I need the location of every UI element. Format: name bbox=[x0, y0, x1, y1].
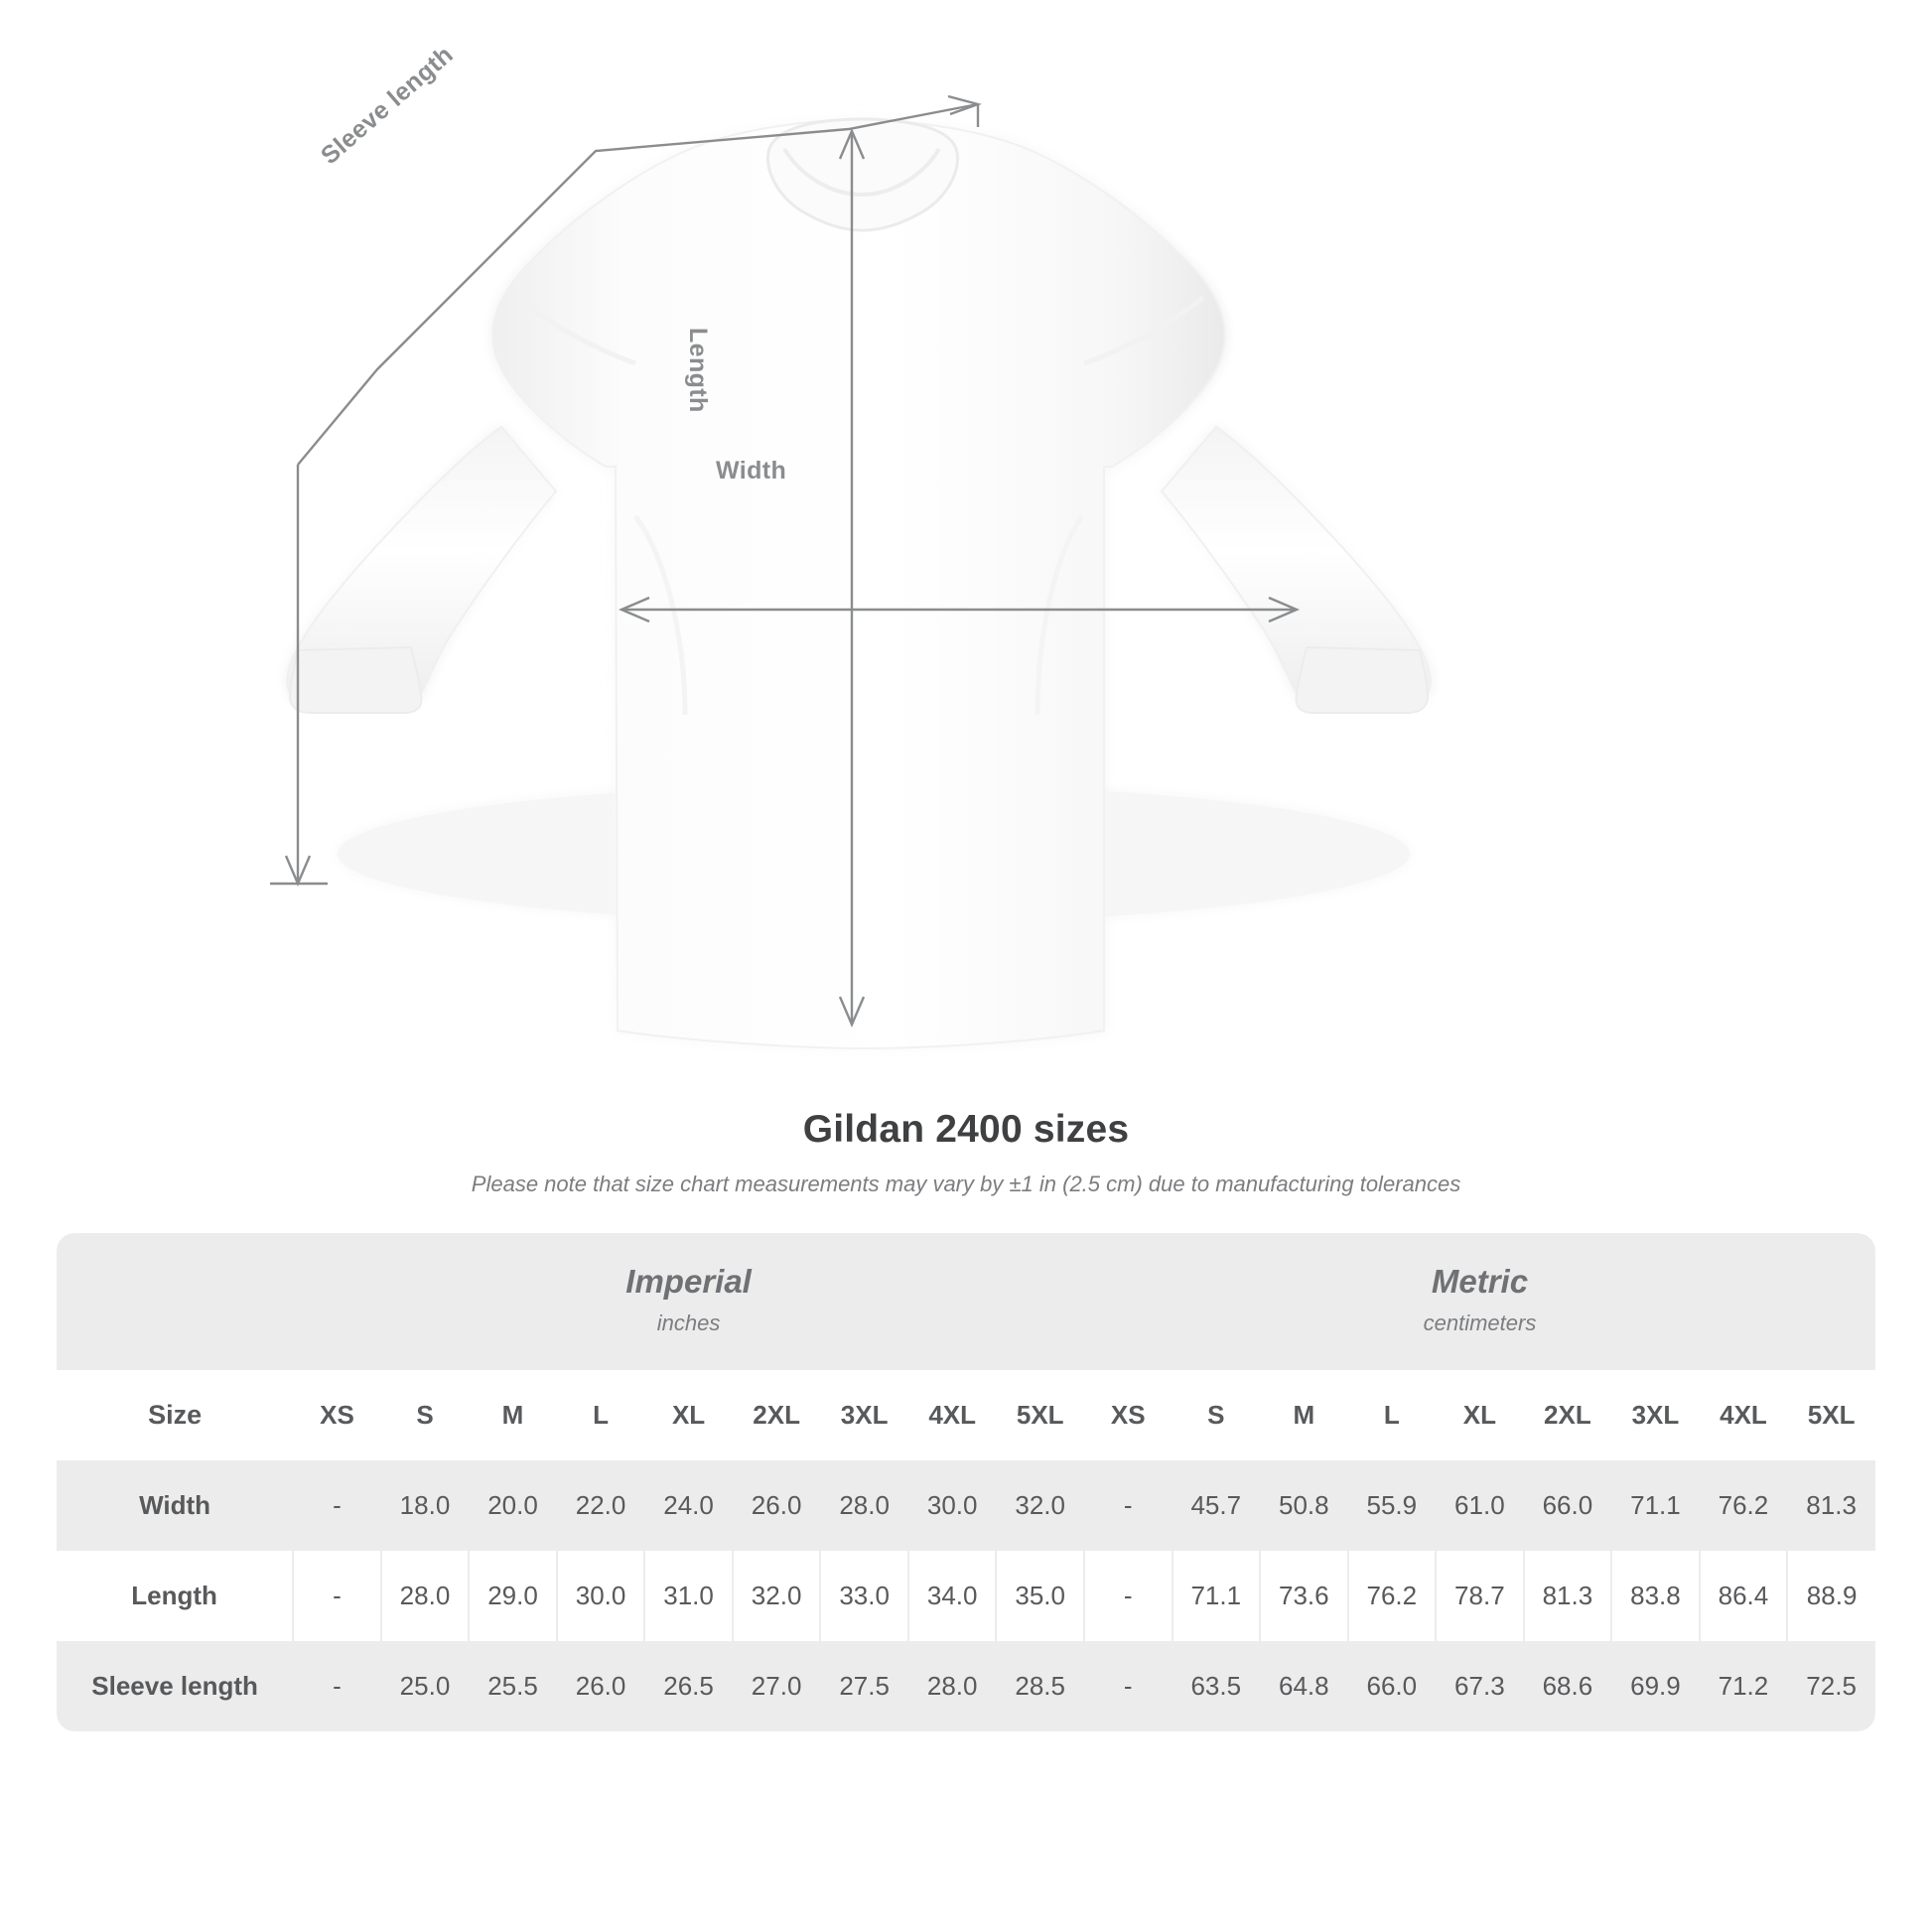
tolerance-note: Please note that size chart measurements may vary by ±1 in (2.5 cm) due to manufacturing tolerances bbox=[471, 1172, 1461, 1196]
header-size-imp-5xl: 5XL bbox=[996, 1370, 1084, 1460]
cell-width-met-xs: - bbox=[1084, 1460, 1173, 1551]
header-size-met-l: L bbox=[1348, 1370, 1437, 1460]
table-row bbox=[57, 1641, 1875, 1731]
header-size-imp-xs: XS bbox=[293, 1370, 381, 1460]
cell-length-met-2xl: 81.3 bbox=[1524, 1551, 1612, 1641]
cell-sleeve-imp-3xl: 27.5 bbox=[820, 1641, 908, 1731]
cell-length-met-3xl: 83.8 bbox=[1611, 1551, 1700, 1641]
cell-sleeve-imp-2xl: 27.0 bbox=[733, 1641, 821, 1731]
cell-sleeve-met-5xl: 72.5 bbox=[1787, 1641, 1875, 1731]
unit-sub-metric: centimeters bbox=[1423, 1311, 1537, 1335]
cell-width-met-5xl: 81.3 bbox=[1787, 1460, 1875, 1551]
cell-width-imp-5xl: 32.0 bbox=[996, 1460, 1084, 1551]
title-block bbox=[0, 1108, 1932, 1197]
header-size-label: Size bbox=[57, 1370, 293, 1460]
cell-sleeve-met-m: 64.8 bbox=[1260, 1641, 1348, 1731]
cell-sleeve-imp-l: 26.0 bbox=[557, 1641, 645, 1731]
cell-length-imp-xs: - bbox=[293, 1551, 381, 1641]
row-label-sleeve-length: Sleeve length bbox=[57, 1641, 293, 1731]
cell-sleeve-imp-xs: - bbox=[293, 1641, 381, 1731]
header-size-met-s: S bbox=[1173, 1370, 1261, 1460]
cell-length-imp-xl: 31.0 bbox=[644, 1551, 733, 1641]
cell-width-met-2xl: 66.0 bbox=[1524, 1460, 1612, 1551]
cell-sleeve-imp-xl: 26.5 bbox=[644, 1641, 733, 1731]
header-size-imp-2xl: 2XL bbox=[733, 1370, 821, 1460]
size-header-row bbox=[57, 1370, 1875, 1460]
cell-sleeve-met-l: 66.0 bbox=[1348, 1641, 1437, 1731]
cell-width-imp-m: 20.0 bbox=[469, 1460, 557, 1551]
cell-width-met-4xl: 76.2 bbox=[1700, 1460, 1788, 1551]
page-title: Gildan 2400 sizes bbox=[802, 1108, 1130, 1151]
cell-length-imp-2xl: 32.0 bbox=[733, 1551, 821, 1641]
cell-sleeve-imp-s: 25.0 bbox=[381, 1641, 470, 1731]
cell-length-met-xs: - bbox=[1084, 1551, 1173, 1641]
cell-sleeve-met-4xl: 71.2 bbox=[1700, 1641, 1788, 1731]
header-size-imp-3xl: 3XL bbox=[820, 1370, 908, 1460]
cell-length-imp-3xl: 33.0 bbox=[820, 1551, 908, 1641]
table-row bbox=[57, 1551, 1875, 1641]
unit-header-corner bbox=[57, 1233, 293, 1370]
cell-width-met-l: 55.9 bbox=[1348, 1460, 1437, 1551]
cell-width-imp-l: 22.0 bbox=[557, 1460, 645, 1551]
cell-width-met-s: 45.7 bbox=[1173, 1460, 1261, 1551]
cell-width-imp-xl: 24.0 bbox=[644, 1460, 733, 1551]
header-size-imp-4xl: 4XL bbox=[908, 1370, 997, 1460]
header-size-met-2xl: 2XL bbox=[1524, 1370, 1612, 1460]
cell-length-met-5xl: 88.9 bbox=[1787, 1551, 1875, 1641]
cell-sleeve-met-xs: - bbox=[1084, 1641, 1173, 1731]
cell-width-imp-s: 18.0 bbox=[381, 1460, 470, 1551]
width-dimension-label: Width bbox=[716, 457, 787, 484]
cell-sleeve-imp-4xl: 28.0 bbox=[908, 1641, 997, 1731]
header-size-met-m: M bbox=[1260, 1370, 1348, 1460]
unit-header-imperial bbox=[293, 1233, 1084, 1370]
header-size-imp-l: L bbox=[557, 1370, 645, 1460]
row-label-length: Length bbox=[57, 1551, 293, 1641]
cell-width-imp-3xl: 28.0 bbox=[820, 1460, 908, 1551]
cell-length-imp-l: 30.0 bbox=[557, 1551, 645, 1641]
cell-sleeve-met-2xl: 68.6 bbox=[1524, 1641, 1612, 1731]
cell-width-imp-2xl: 26.0 bbox=[733, 1460, 821, 1551]
cell-length-imp-5xl: 35.0 bbox=[996, 1551, 1084, 1641]
table-row bbox=[57, 1460, 1875, 1551]
cell-length-met-s: 71.1 bbox=[1173, 1551, 1261, 1641]
cell-length-imp-4xl: 34.0 bbox=[908, 1551, 997, 1641]
header-size-imp-xl: XL bbox=[644, 1370, 733, 1460]
header-size-imp-m: M bbox=[469, 1370, 557, 1460]
cell-width-met-xl: 61.0 bbox=[1436, 1460, 1524, 1551]
sleeve-length-dimension-label: Sleeve length bbox=[316, 40, 459, 171]
unit-header-row bbox=[57, 1233, 1875, 1370]
cell-length-met-4xl: 86.4 bbox=[1700, 1551, 1788, 1641]
size-chart-table-wrapper bbox=[57, 1233, 1875, 1731]
cell-sleeve-imp-m: 25.5 bbox=[469, 1641, 557, 1731]
unit-sub-imperial: inches bbox=[656, 1311, 721, 1335]
header-size-met-xs: XS bbox=[1084, 1370, 1173, 1460]
header-size-met-3xl: 3XL bbox=[1611, 1370, 1700, 1460]
unit-header-metric bbox=[1084, 1233, 1875, 1370]
cell-sleeve-imp-5xl: 28.5 bbox=[996, 1641, 1084, 1731]
row-label-width: Width bbox=[57, 1460, 293, 1551]
cell-width-imp-xs: - bbox=[293, 1460, 381, 1551]
cell-sleeve-met-s: 63.5 bbox=[1173, 1641, 1261, 1731]
header-size-met-4xl: 4XL bbox=[1700, 1370, 1788, 1460]
cell-width-met-m: 50.8 bbox=[1260, 1460, 1348, 1551]
cell-length-imp-s: 28.0 bbox=[381, 1551, 470, 1641]
cell-sleeve-met-3xl: 69.9 bbox=[1611, 1641, 1700, 1731]
unit-name-metric: Metric bbox=[1431, 1263, 1529, 1300]
cell-length-met-m: 73.6 bbox=[1260, 1551, 1348, 1641]
size-chart-table bbox=[57, 1233, 1875, 1731]
cell-sleeve-met-xl: 67.3 bbox=[1436, 1641, 1524, 1731]
cell-length-met-l: 76.2 bbox=[1348, 1551, 1437, 1641]
unit-name-imperial: Imperial bbox=[625, 1263, 752, 1300]
cell-width-met-3xl: 71.1 bbox=[1611, 1460, 1700, 1551]
header-size-met-xl: XL bbox=[1436, 1370, 1524, 1460]
length-dimension-label: Length bbox=[684, 328, 712, 413]
header-size-met-5xl: 5XL bbox=[1787, 1370, 1875, 1460]
header-size-imp-s: S bbox=[381, 1370, 470, 1460]
cell-width-imp-4xl: 30.0 bbox=[908, 1460, 997, 1551]
cell-length-imp-m: 29.0 bbox=[469, 1551, 557, 1641]
cell-length-met-xl: 78.7 bbox=[1436, 1551, 1524, 1641]
